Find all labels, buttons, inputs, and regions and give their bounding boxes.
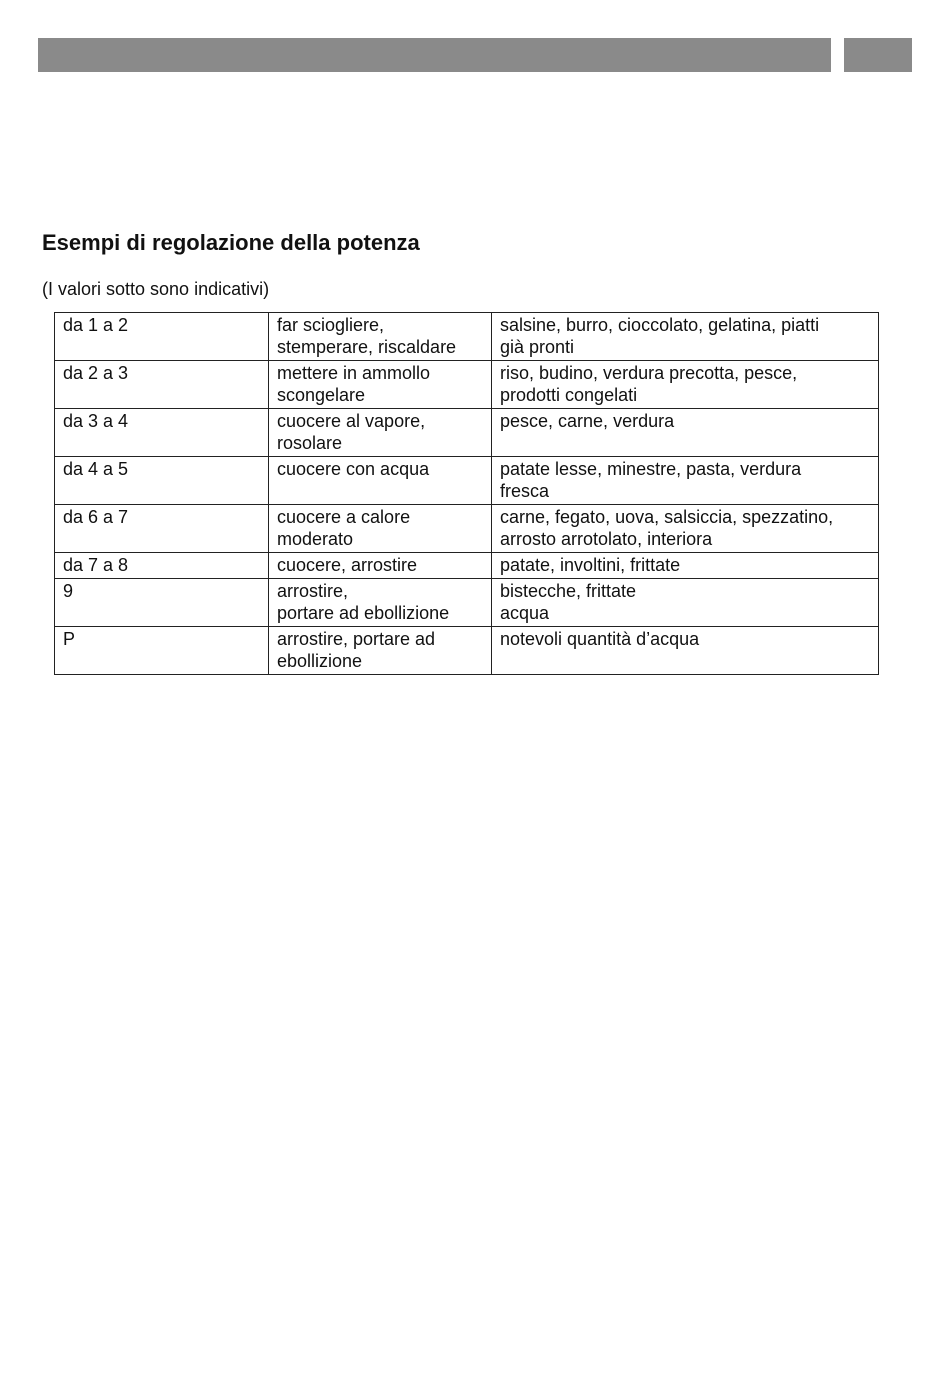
power-level-cell: da 1 a 2 bbox=[55, 313, 269, 361]
table-row bbox=[55, 409, 879, 457]
foods-cell: patate lesse, minestre, pasta, verdura fresca bbox=[492, 457, 879, 505]
foods-cell: riso, budino, verdura precotta, pesce, prodotti congelati bbox=[492, 361, 879, 409]
table-row bbox=[55, 579, 879, 627]
foods-cell: pesce, carne, verdura bbox=[492, 409, 879, 457]
power-level-cell: da 6 a 7 bbox=[55, 505, 269, 553]
foods-cell: carne, fegato, uova, salsiccia, spezzatino, arrosto arrotolato, interiora bbox=[492, 505, 879, 553]
section-title: Esempi di regolazione della potenza bbox=[42, 230, 420, 255]
table-row bbox=[55, 627, 879, 675]
table-row bbox=[55, 361, 879, 409]
cooking-method-cell: mettere in ammollo scongelare bbox=[269, 361, 492, 409]
power-level-cell: 9 bbox=[55, 579, 269, 627]
power-settings-table bbox=[54, 312, 879, 675]
cooking-method-cell: arrostire, portare ad ebollizione bbox=[269, 579, 492, 627]
table-row bbox=[55, 457, 879, 505]
cooking-method-cell: far sciogliere, stemperare, riscaldare bbox=[269, 313, 492, 361]
power-level-cell: da 2 a 3 bbox=[55, 361, 269, 409]
page-number-box bbox=[844, 38, 912, 72]
table-row bbox=[55, 553, 879, 579]
foods-cell: bistecche, frittate acqua bbox=[492, 579, 879, 627]
section-note: (I valori sotto sono indicativi) bbox=[42, 279, 270, 299]
cooking-method-cell: cuocere a calore moderato bbox=[269, 505, 492, 553]
cooking-method-cell: cuocere al vapore, rosolare bbox=[269, 409, 492, 457]
cooking-method-cell: arrostire, portare ad ebollizione bbox=[269, 627, 492, 675]
power-level-cell: P bbox=[55, 627, 269, 675]
foods-cell: patate, involtini, frittate bbox=[492, 553, 879, 579]
power-level-cell: da 7 a 8 bbox=[55, 553, 269, 579]
table-row bbox=[55, 313, 879, 361]
foods-cell: salsine, burro, cioccolato, gelatina, piatti già pronti bbox=[492, 313, 879, 361]
foods-cell: notevoli quantità d’acqua bbox=[492, 627, 879, 675]
cooking-method-cell: cuocere, arrostire bbox=[269, 553, 492, 579]
header-bar bbox=[38, 38, 831, 72]
cooking-method-cell: cuocere con acqua bbox=[269, 457, 492, 505]
table-row bbox=[55, 505, 879, 553]
power-level-cell: da 4 a 5 bbox=[55, 457, 269, 505]
power-level-cell: da 3 a 4 bbox=[55, 409, 269, 457]
